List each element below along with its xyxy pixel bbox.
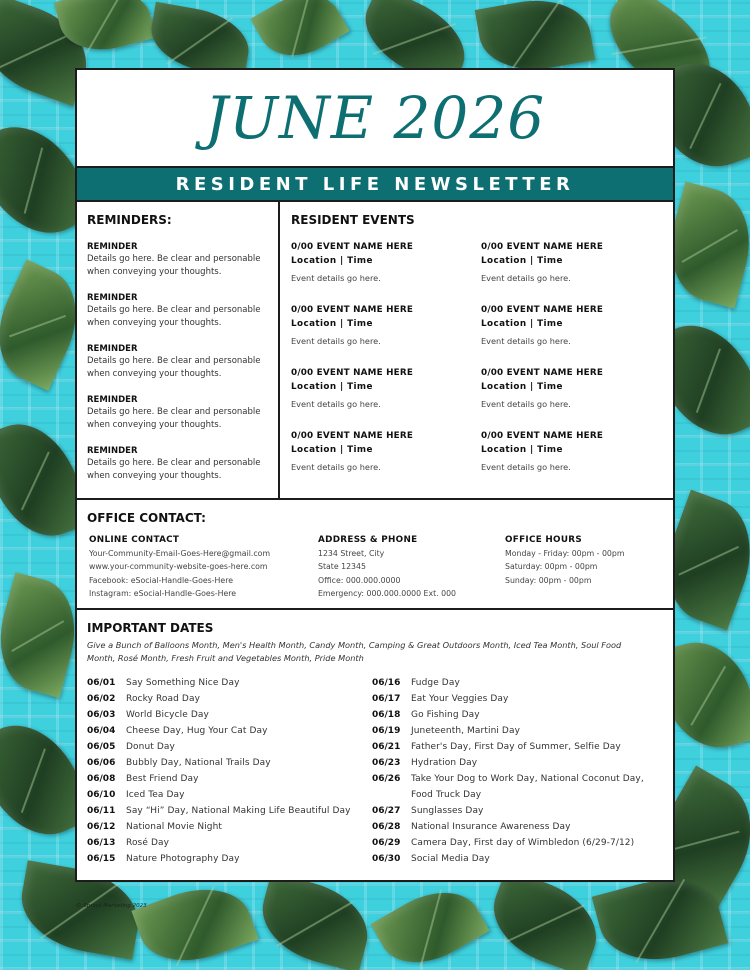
date-row: [87, 803, 372, 819]
dates-column-left: [87, 675, 372, 867]
reminders-heading: REMINDERS:: [87, 213, 172, 227]
contact-columns: [87, 533, 663, 601]
date-row: [372, 707, 657, 723]
event-details: Event details go here.: [481, 462, 571, 472]
date-row: [372, 739, 657, 755]
date-row: [372, 691, 657, 707]
date-label: 06/21: [372, 742, 401, 752]
date-row: [372, 803, 657, 819]
event-item: [481, 241, 661, 287]
date-observance: Nature Photography Day: [126, 854, 240, 864]
date-label: 06/18: [372, 710, 401, 720]
event-details: Event details go here.: [481, 336, 571, 346]
date-label: 06/28: [372, 822, 401, 832]
palm-leaf-icon: [131, 873, 258, 970]
event-name: 0/00 EVENT NAME HERE: [291, 368, 414, 378]
reminder-body: Details go here. Be clear and personable when conveying your thoughts.: [87, 305, 261, 328]
contact-email: Your-Community-Email-Goes-Here@gmail.com: [89, 549, 271, 558]
event-details: Event details go here.: [291, 273, 381, 283]
address-street: 1234 Street, City: [318, 549, 385, 558]
event-name: 0/00 EVENT NAME HERE: [291, 305, 414, 315]
contact-website: www.your-community-website-goes-here.com: [89, 562, 268, 572]
event-name: 0/00 EVENT NAME HERE: [481, 242, 604, 252]
contact-instagram: Instagram: eSocial-Handle-Goes-Here: [89, 589, 237, 599]
date-row: [372, 835, 657, 851]
event-name: 0/00 EVENT NAME HERE: [481, 305, 604, 315]
event-location-time: Location | Time: [291, 445, 373, 455]
date-label: 06/01: [87, 678, 116, 688]
monstera-leaf-icon: [146, 2, 255, 78]
date-observance: Take Your Dog to Work Day, National Coconut Day, Food Truck Day: [411, 774, 644, 800]
reminder-body: Details go here. Be clear and personable when conveying your thoughts.: [87, 407, 261, 430]
date-observance: Say “Hi” Day, National Making Life Beautiful Day: [126, 806, 351, 816]
events-grid: [291, 241, 663, 476]
newsletter-banner: RESIDENT LIFE NEWSLETTER: [77, 166, 673, 202]
date-label: 06/10: [87, 790, 116, 800]
date-label: 06/11: [87, 806, 116, 816]
date-row: [87, 691, 372, 707]
date-row: [87, 851, 372, 867]
date-observance: Rosé Day: [126, 838, 170, 848]
event-item: [291, 241, 481, 287]
date-row: [372, 819, 657, 835]
date-observance: Camera Day, First day of Wimbledon (6/29-7/12): [411, 838, 635, 848]
event-name: 0/00 EVENT NAME HERE: [291, 242, 414, 252]
event-location-time: Location | Time: [291, 319, 373, 329]
date-observance: Go Fishing Day: [411, 710, 480, 720]
office-hours: [505, 533, 663, 601]
date-label: 06/13: [87, 838, 116, 848]
reminder-item: [87, 446, 270, 482]
date-observance: Best Friend Day: [126, 774, 199, 784]
event-item: [291, 304, 481, 350]
date-label: 06/12: [87, 822, 116, 832]
date-label: 06/26: [372, 774, 401, 784]
event-location-time: Location | Time: [481, 445, 563, 455]
reminder-item: [87, 293, 270, 329]
event-location-time: Location | Time: [291, 256, 373, 266]
emergency-phone: Emergency: 000.000.0000 Ext. 000: [318, 589, 456, 599]
reminder-title: REMINDER: [87, 446, 138, 456]
reminder-body: Details go here. Be clear and personable when conveying your thoughts.: [87, 356, 261, 379]
address-heading: ADDRESS & PHONE: [318, 535, 418, 545]
date-row: [87, 819, 372, 835]
date-label: 06/16: [372, 678, 401, 688]
reminder-title: REMINDER: [87, 344, 138, 354]
date-row: [87, 755, 372, 771]
date-row: [372, 755, 657, 771]
monthly-observances: Give a Bunch of Balloons Month, Men's Health Month, Candy Month, Camping & Great Outdoors Month, Iced Tea Month, Soul Food Month, Rosé Month, Fresh Fruit and Vegetables Month, Pride Month: [87, 640, 622, 663]
office-phone: Office: 000.000.0000: [318, 575, 401, 585]
hours-sunday: Sunday: 00pm - 00pm: [505, 575, 592, 585]
event-location-time: Location | Time: [481, 319, 563, 329]
date-observance: Hydration Day: [411, 758, 478, 768]
palm-leaf-icon: [370, 874, 489, 970]
events-heading: RESIDENT EVENTS: [291, 213, 415, 227]
reminder-title: REMINDER: [87, 242, 138, 252]
date-observance: Juneteenth, Martini Day: [411, 726, 521, 736]
event-location-time: Location | Time: [481, 382, 563, 392]
reminder-title: REMINDER: [87, 293, 138, 303]
event-item: [291, 430, 481, 476]
date-row: [87, 771, 372, 787]
newsletter-card: [75, 68, 675, 882]
date-row: [87, 739, 372, 755]
event-item: [481, 367, 661, 413]
date-label: 06/29: [372, 838, 401, 848]
event-details: Event details go here.: [481, 273, 571, 283]
page-title: JUNE 2026: [204, 84, 546, 152]
dates-columns: [87, 675, 663, 867]
event-details: Event details go here.: [291, 336, 381, 346]
date-observance: Eat Your Veggies Day: [411, 694, 509, 704]
reminder-title: REMINDER: [87, 395, 138, 405]
date-observance: World Bicycle Day: [126, 710, 209, 720]
event-item: [291, 367, 481, 413]
event-location-time: Location | Time: [481, 256, 563, 266]
date-observance: Iced Tea Day: [126, 790, 185, 800]
monstera-leaf-icon: [480, 868, 609, 970]
date-label: 06/03: [87, 710, 116, 720]
event-details: Event details go here.: [291, 462, 381, 472]
date-observance: Bubbly Day, National Trails Day: [126, 758, 271, 768]
hours-weekday: Monday - Friday: 00pm - 00pm: [505, 549, 625, 558]
date-observance: Fudge Day: [411, 678, 460, 688]
date-observance: National Insurance Awareness Day: [411, 822, 571, 832]
date-label: 06/04: [87, 726, 116, 736]
date-row: [372, 675, 657, 691]
date-row: [372, 851, 657, 867]
date-label: 06/15: [87, 854, 116, 864]
dates-column-right: [372, 675, 657, 867]
important-dates-section: [77, 610, 673, 867]
date-observance: Rocky Road Day: [126, 694, 200, 704]
date-label: 06/23: [372, 758, 401, 768]
copyright-notice: © Sprout Marketing 2023: [76, 903, 147, 909]
online-contact-heading: ONLINE CONTACT: [89, 535, 180, 545]
event-details: Event details go here.: [291, 399, 381, 409]
address-phone: [318, 533, 505, 601]
reminder-item: [87, 395, 270, 431]
reminder-body: Details go here. Be clear and personable when conveying your thoughts.: [87, 458, 261, 481]
event-location-time: Location | Time: [291, 382, 373, 392]
date-row: [372, 771, 657, 803]
date-label: 06/30: [372, 854, 401, 864]
reminder-body: Details go here. Be clear and personable when conveying your thoughts.: [87, 254, 261, 277]
date-observance: National Movie Night: [126, 822, 223, 832]
date-row: [87, 723, 372, 739]
reminder-item: [87, 242, 270, 278]
date-observance: Social Media Day: [411, 854, 490, 864]
important-dates-heading: IMPORTANT DATES: [87, 621, 214, 635]
address-state: State 12345: [318, 562, 366, 572]
office-hours-heading: OFFICE HOURS: [505, 535, 582, 545]
event-name: 0/00 EVENT NAME HERE: [481, 368, 604, 378]
date-observance: Donut Day: [126, 742, 175, 752]
monstera-leaf-icon: [252, 872, 378, 970]
date-label: 06/17: [372, 694, 401, 704]
event-details: Event details go here.: [481, 399, 571, 409]
reminders-events-row: [77, 202, 673, 500]
date-observance: Sunglasses Day: [411, 806, 484, 816]
date-row: [87, 835, 372, 851]
office-contact-section: [77, 500, 673, 610]
date-label: 06/06: [87, 758, 116, 768]
reminders-section: [77, 202, 280, 498]
resident-events-section: [280, 202, 673, 498]
date-observance: Cheese Day, Hug Your Cat Day: [126, 726, 268, 736]
palm-leaf-icon: [250, 0, 349, 71]
date-row: [87, 787, 372, 803]
contact-facebook: Facebook: eSocial-Handle-Goes-Here: [89, 575, 234, 585]
date-row: [87, 707, 372, 723]
date-observance: Father's Day, First Day of Summer, Selfie Day: [411, 742, 621, 752]
date-row: [87, 675, 372, 691]
event-name: 0/00 EVENT NAME HERE: [291, 431, 414, 441]
date-row: [372, 723, 657, 739]
online-contact: [87, 533, 318, 601]
contact-heading: OFFICE CONTACT:: [87, 511, 206, 525]
hours-saturday: Saturday: 00pm - 00pm: [505, 562, 598, 572]
event-item: [481, 304, 661, 350]
event-name: 0/00 EVENT NAME HERE: [481, 431, 604, 441]
date-label: 06/05: [87, 742, 116, 752]
date-label: 06/08: [87, 774, 116, 784]
date-label: 06/02: [87, 694, 116, 704]
reminder-item: [87, 344, 270, 380]
date-observance: Say Something Nice Day: [126, 678, 240, 688]
date-label: 06/19: [372, 726, 401, 736]
event-item: [481, 430, 661, 476]
date-label: 06/27: [372, 806, 401, 816]
